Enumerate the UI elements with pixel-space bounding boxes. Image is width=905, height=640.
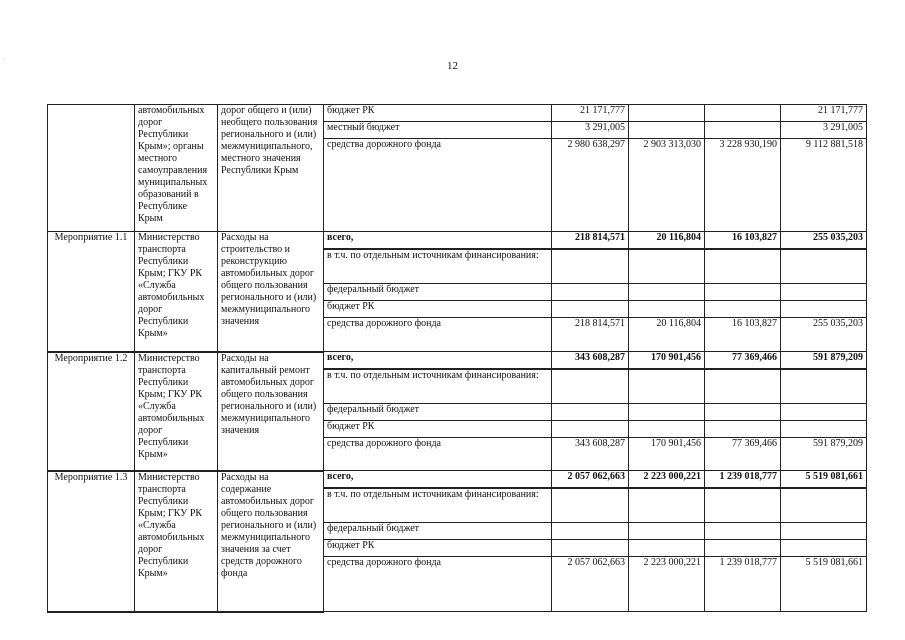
value-cell [552,249,629,284]
value-cell [705,369,781,404]
value-cell: 3 291,005 [552,122,629,139]
value-cell: 591 879,209 [781,352,867,369]
source-cell: в т.ч. по отдельным источникам финансирования: [324,488,552,523]
value-cell: 21 171,777 [552,105,629,122]
source-cell: средства дорожного фонда [324,557,552,612]
value-cell [781,404,867,421]
table-row [48,471,867,488]
value-cell [705,488,781,523]
value-cell: 2 223 000,221 [629,557,705,612]
value-cell [705,105,781,122]
source-cell: бюджет РК [324,540,552,557]
value-cell [781,540,867,557]
value-cell [705,284,781,301]
value-cell [629,421,705,438]
value-cell [552,488,629,523]
margin-mark: ₎ [3,54,5,62]
value-cell: 591 879,209 [781,438,867,471]
source-cell: в т.ч. по отдельным источникам финансирования: [324,249,552,284]
source-cell: средства дорожного фонда [324,139,552,232]
page-number: 12 [447,60,458,72]
description-cell: дорог общего и (или) необщего пользования регионального и (или) межмуниципального, местного значения Республики Крым [218,105,324,232]
value-cell [705,249,781,284]
value-cell [552,523,629,540]
description-cell: Расходы на строительство и реконструкцию автомобильных дорог общего пользования регионального и (или) межмуниципального значения [218,232,324,352]
event-label: Мероприятие 1.2 [48,352,135,471]
value-cell [705,404,781,421]
value-cell: 2 223 000,221 [629,471,705,488]
value-cell: 2 903 313,030 [629,139,705,232]
executor-cell: автомобильных дорог Республики Крым»; органы местного самоуправления муниципальных образований в Республике Крым [135,105,218,232]
value-cell: 3 291,005 [781,122,867,139]
value-cell [629,249,705,284]
source-cell: федеральный бюджет [324,404,552,421]
value-cell: 77 369,466 [705,352,781,369]
value-cell [552,404,629,421]
value-cell: 5 519 081,661 [781,557,867,612]
value-cell: 9 112 881,518 [781,139,867,232]
value-cell [781,369,867,404]
source-cell: всего, [324,352,552,369]
value-cell: 20 116,804 [629,232,705,249]
table-row [48,352,867,369]
value-cell [705,540,781,557]
value-cell: 343 608,287 [552,438,629,471]
value-cell [629,523,705,540]
value-cell [781,523,867,540]
value-cell: 218 814,571 [552,232,629,249]
source-cell: бюджет РК [324,301,552,318]
executor-cell: Министерство транспорта Республики Крым; ГКУ РК «Служба автомобильных дорог Республики Крым» [135,352,218,471]
value-cell: 2 980 638,297 [552,139,629,232]
value-cell: 1 239 018,777 [705,471,781,488]
executor-cell: Министерство транспорта Республики Крым; ГКУ РК «Служба автомобильных дорог Республики Крым» [135,232,218,352]
value-cell: 16 103,827 [705,232,781,249]
value-cell [629,369,705,404]
value-cell [629,122,705,139]
value-cell [629,301,705,318]
value-cell [629,488,705,523]
event-label: Мероприятие 1.3 [48,471,135,612]
value-cell: 2 057 062,663 [552,557,629,612]
event-label: Мероприятие 1.1 [48,232,135,352]
value-cell [552,284,629,301]
source-cell: всего, [324,471,552,488]
source-cell: в т.ч. по отдельным источникам финансирования: [324,369,552,404]
value-cell [781,421,867,438]
value-cell [705,301,781,318]
description-cell: Расходы на капитальный ремонт автомобильных дорог общего пользования регионального и (или) межмуниципального значения [218,352,324,471]
source-cell: местный бюджет [324,122,552,139]
source-cell: федеральный бюджет [324,284,552,301]
value-cell [552,301,629,318]
source-cell: средства дорожного фонда [324,318,552,352]
value-cell: 255 035,203 [781,318,867,352]
value-cell: 170 901,456 [629,352,705,369]
source-cell: бюджет РК [324,421,552,438]
value-cell [629,105,705,122]
description-cell: Расходы на содержание автомобильных дорог общего пользования регионального и (или) межмуниципального значения за счет средств дорожного фонда [218,471,324,612]
value-cell [705,122,781,139]
value-cell [552,540,629,557]
value-cell [705,523,781,540]
source-cell: средства дорожного фонда [324,438,552,471]
value-cell [781,284,867,301]
value-cell: 20 116,804 [629,318,705,352]
source-cell: федеральный бюджет [324,523,552,540]
value-cell [552,369,629,404]
table-row [48,232,867,249]
value-cell: 21 171,777 [781,105,867,122]
event-cell [48,105,135,232]
value-cell: 3 228 930,190 [705,139,781,232]
executor-cell: Министерство транспорта Республики Крым; ГКУ РК «Служба автомобильных дорог Республики Крым» [135,471,218,612]
value-cell: 16 103,827 [705,318,781,352]
funding-table [47,104,867,613]
value-cell: 255 035,203 [781,232,867,249]
value-cell: 1 239 018,777 [705,557,781,612]
value-cell: 170 901,456 [629,438,705,471]
value-cell [629,404,705,421]
value-cell: 2 057 062,663 [552,471,629,488]
value-cell [552,421,629,438]
value-cell [781,301,867,318]
value-cell: 77 369,466 [705,438,781,471]
source-cell: бюджет РК [324,105,552,122]
value-cell [629,284,705,301]
source-cell: всего, [324,232,552,249]
value-cell: 343 608,287 [552,352,629,369]
value-cell [705,421,781,438]
value-cell: 5 519 081,661 [781,471,867,488]
table-row [48,105,867,122]
value-cell [629,540,705,557]
value-cell: 218 814,571 [552,318,629,352]
value-cell [781,249,867,284]
value-cell [781,488,867,523]
